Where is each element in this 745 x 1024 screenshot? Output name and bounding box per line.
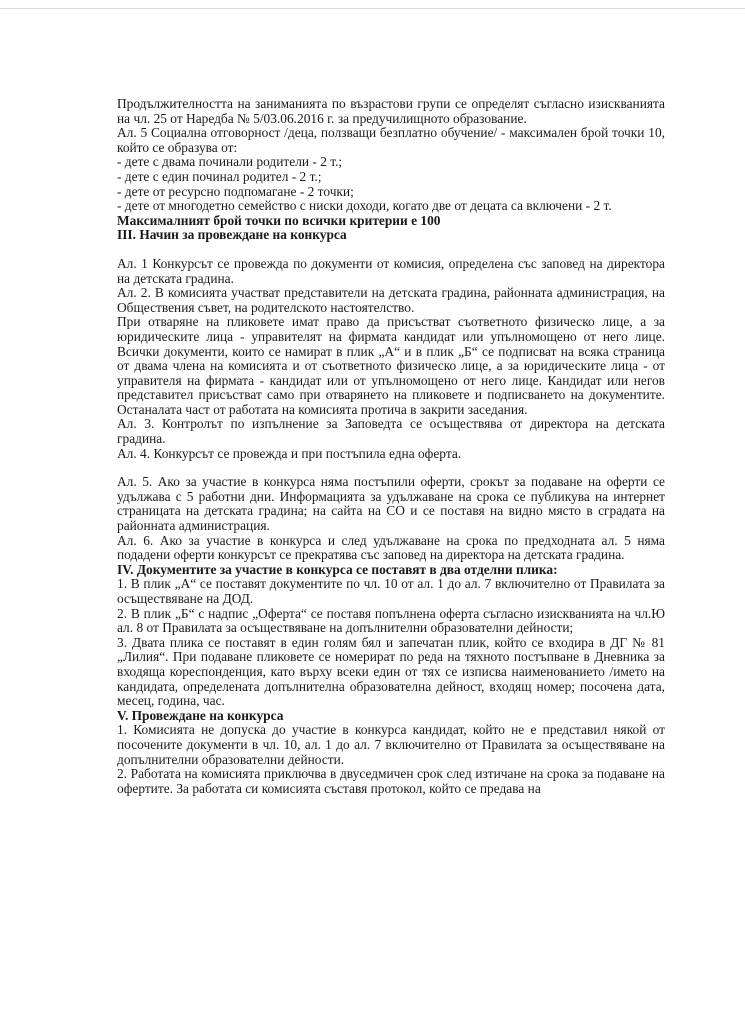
paragraph-al1: Ал. 1 Конкурсът се провежда по документи от комисия, определена със заповед на директора на детската градина. <box>117 255 665 286</box>
list-item: 1. Комисията не допуска до участие в конкурса кандидат, който не е представил някой от посочените документи в чл. 10, ал. 1 до ал. 7 включително от Правилата за осъществяване на допълнителни образователни дейности. <box>117 722 665 767</box>
paragraph-al5: Ал. 5. Ако за участие в конкурса няма постъпили оферти, срокът за подаване на оферти се удължава с 5 работни дни. Информацията за удължаване на срока се публикува на интернет страницата на детската градина; на сайта на СО и се поставя на видно място в сградата на районната администрация. <box>117 474 665 534</box>
max-points-line: Максималният брой точки по всички критерии е 100 <box>117 212 441 228</box>
list-item: - дете с един починал родител - 2 т.; <box>117 168 322 184</box>
list-item: - дете от многодетно семейство с ниски доходи, когато две от децата са включени - 2 т. <box>117 198 612 214</box>
section-4-heading: IV. Документите за участие в конкурса се поставят в два отделни плика: <box>117 561 558 577</box>
list-item: 2. Работата на комисията приключва в двуседмичен срок след изтичане на срока за подаване на офертите. За работата си комисията съставя протокол, който се предава на <box>117 766 665 796</box>
document-page <box>117 97 665 796</box>
list-item: 3. Двата плика се поставят в един голям бял и запечатан плик, който се входира в ДГ № 81 „Лилия“. При подаване пликовете се номерират по реда на тяхното постъпване в Дневника за входяща кореспонденция, като върху всеки един от тях се изписва наименованието /името на кандидата, определената допълнителна образователна дейност, входящ номер; посочена дата, месец, година, час. <box>117 634 665 709</box>
paragraph-envelope-opening: При отваряне на пликовете имат право да присъстват съответното физическо лице, а за юридическите лица - управителят на фирмата кандидат или упълномощено от него лице. Всички документи, които се намират в плик „А“ и в плик „Б“ се подписват на всяка страница от двама члена на комисията и от съответното физическо лице, а за юридическите лица - от управителя на фирмата - кандидат или от упълномощено от него лице. Кандидат или негов представител присъстват само при отварянето на пликовете и подписването на документите. Останалата част от работата на комисията протича в закрити заседания. <box>117 314 665 417</box>
paragraph-social-responsibility: Ал. 5 Социална отговорност /деца, ползващи безплатно обучение/ - максимален брой точки 10, който се образува от: <box>117 125 665 155</box>
list-item: 1. В плик „А“ се поставят документите по чл. 10 от ал. 1 до ал. 7 включително от Правилата за осъществяване на ДОД. <box>117 576 665 606</box>
list-item: - дете с двама починали родители - 2 т.; <box>117 154 343 170</box>
top-edge-rule <box>0 8 745 9</box>
paragraph-al6: Ал. 6. Ако за участие в конкурса и след удължаване на срока по предходната ал. 5 няма подадени оферти конкурсът се прекратява със заповед на директора на детската градина. <box>117 532 665 563</box>
paragraph-al3: Ал. 3. Контролът по изпълнение за Заповедта се осъществява от директора на детската градина. <box>117 416 665 447</box>
paragraph-duration: Продължителността на заниманията по възрастови групи се определят съгласно изискванията на чл. 25 от Наредба № 5/03.06.2016 г. за предучилищното образование. <box>117 96 665 126</box>
paragraph-al2: Ал. 2. В комисията участват представители на детската градина, районната администрация, на Обществения съвет, на родителското настоятелство. <box>117 285 665 315</box>
section-3-heading: III. Начин за провеждане на конкурса <box>117 227 347 243</box>
list-item: 2. В плик „Б“ с надпис „Оферта“ се поставя попълнена оферта съгласно изискванията на чл.Ю ал. 8 от Правилата за осъществяване на допълнителни образователни дейности; <box>117 605 665 636</box>
section-5-heading: V. Провеждане на конкурса <box>117 707 284 723</box>
paragraph-al4: Ал. 4. Конкурсът се провежда и при постъпила една оферта. <box>117 445 462 461</box>
list-item: - дете от ресурсно подпомагане - 2 точки; <box>117 183 354 199</box>
